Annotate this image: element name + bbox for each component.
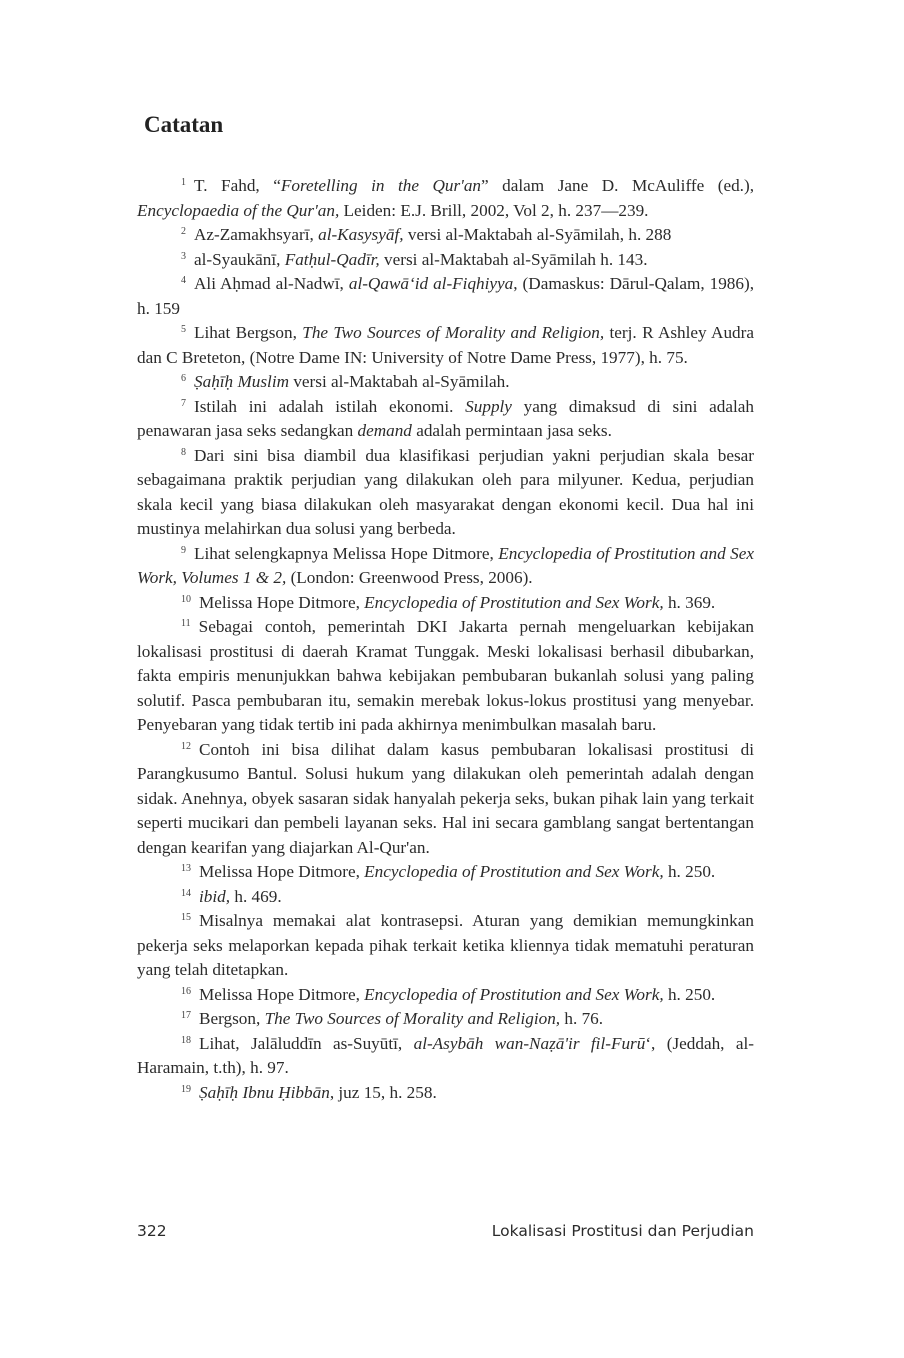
endnote-text: T. Fahd, “Foretelling in the Qur'an” dalam Jane D. McAuliffe (ed.), Encyclopaedia of the Qur'an, Leiden: E.J. Brill, 2002, Vol 2, h. 237—239. [137, 176, 754, 220]
endnote-17 [137, 1007, 754, 1032]
endnote-number: 16 [181, 985, 191, 997]
endnote-2 [137, 223, 754, 248]
endnote-number: 1 [181, 177, 186, 188]
endnote-text: Misalnya memakai alat kontrasepsi. Aturan yang demikian memungkinkan pekerja seks melaporkan kepada pihak terkait ketika kliennya tidak mematuhi peraturan yang telah ditetapkan. [137, 911, 754, 979]
endnote-text: Ṣaḥīḥ Muslim versi al-Maktabah al-Syāmilah. [194, 372, 510, 391]
endnote-1 [137, 174, 754, 223]
endnote-text: ibid, h. 469. [199, 886, 282, 906]
endnote-3 [137, 248, 754, 273]
endnote-text: Sebagai contoh, pemerintah DKI Jakarta pernah mengeluarkan kebijakan lokalisasi prostitusi di daerah Kramat Tunggak. Meski lokalisasi berhasil dibubarkan, fakta empiris menunjukkan bahwa kebijakan pembubaran bukanlah solusi yang paling solutif. Pasca pembubaran itu, semakin merebak lokus-lokus prostitusi yang menyebar. Penyebaran yang tidak tertib ini pada akhirnya menimbulkan masalah baru. [137, 617, 754, 734]
endnote-text: Melissa Hope Ditmore, Encyclopedia of Prostitution and Sex Work, h. 250. [199, 862, 716, 881]
endnote-text: Lihat selengkapnya Melissa Hope Ditmore, Encyclopedia of Prostitution and Sex Work, Volumes 1 & 2, (London: Greenwood Press, 2006). [137, 543, 754, 587]
endnote-10 [137, 591, 754, 616]
endnote-11 [137, 615, 754, 738]
endnote-text: Az-Zamakhsyarī, al-Kasysyāf, versi al-Maktabah al-Syāmilah, h. 288 [194, 225, 672, 244]
endnote-number: 7 [181, 397, 186, 409]
endnote-number: 4 [181, 275, 186, 286]
endnote-number: 3 [181, 250, 186, 262]
page-heading: Catatan [144, 112, 224, 137]
endnote-number: 11 [181, 618, 191, 629]
endnote-text: Ṣaḥīḥ Ibnu Ḥibbān, juz 15, h. 258. [199, 1082, 437, 1102]
endnote-19 [137, 1081, 754, 1106]
endnote-16 [137, 983, 754, 1008]
running-title: Lokalisasi Prostitusi dan Perjudian [491, 1222, 754, 1240]
endnote-number: 8 [181, 446, 186, 458]
endnote-7 [137, 395, 754, 444]
endnote-6 [137, 370, 754, 395]
endnote-12 [137, 738, 754, 861]
endnote-number: 13 [181, 863, 191, 874]
endnote-number: 2 [181, 226, 186, 237]
endnote-number: 9 [181, 544, 186, 556]
endnote-text: Lihat Bergson, The Two Sources of Morality and Religion, terj. R Ashley Audra dan C Breteton, (Notre Dame IN: University of Notre Dame Press, 1977), h. 75. [137, 323, 754, 367]
endnote-14 [137, 885, 754, 910]
endnote-number: 12 [181, 740, 191, 752]
endnote-number: 15 [181, 912, 191, 923]
endnote-text: Ali Aḥmad al-Nadwī, al-Qawā‘id al-Fiqhiyya, (Damaskus: Dārul-Qalam, 1986), h. 159 [137, 274, 755, 318]
endnote-number: 6 [181, 373, 186, 384]
endnote-text: Dari sini bisa diambil dua klasifikasi perjudian yakni perjudian skala besar sebagaimana praktik perjudian yang dilakukan oleh para milyuner. Kedua, perjudian skala kecil yang biasa dilakukan oleh masyarakat dengan ekonomi kecil. Dua hal ini mustinya melahirkan dua solusi yang berbeda. [137, 445, 754, 538]
endnote-5 [137, 321, 754, 370]
endnote-number: 10 [181, 593, 191, 605]
endnote-text: Istilah ini adalah istilah ekonomi. Supply yang dimaksud di sini adalah penawaran jasa seks sedangkan demand adalah permintaan jasa seks. [137, 396, 754, 440]
endnote-9 [137, 542, 754, 591]
endnote-text: Melissa Hope Ditmore, Encyclopedia of Prostitution and Sex Work, h. 369. [199, 592, 716, 612]
endnote-text: Contoh ini bisa dilihat dalam kasus pembubaran lokalisasi prostitusi di Parangkusumo Bantul. Solusi hukum yang dilakukan oleh pemerintah adalah dengan sidak. Anehnya, obyek sasaran sidak hanyalah pekerja seks, bukan pihak lain yang terkait seperti mucikari dan pembeli layanan seks. Hal ini secara gamblang sangat bertentangan dengan kearifan yang diajarkan Al-Qur'an. [137, 739, 754, 857]
endnote-number: 5 [181, 324, 186, 335]
endnote-number: 19 [181, 1083, 191, 1095]
endnote-8 [137, 444, 754, 542]
endnote-text: Melissa Hope Ditmore, Encyclopedia of Prostitution and Sex Work, h. 250. [199, 984, 716, 1004]
endnote-15 [137, 909, 754, 983]
endnote-18 [137, 1032, 754, 1081]
endnotes-list [137, 174, 754, 1105]
endnote-number: 18 [181, 1034, 191, 1046]
endnote-text: al-Syaukānī, Fatḥul-Qadīr, versi al-Maktabah al-Syāmilah h. 143. [194, 249, 648, 269]
endnote-text: Lihat, Jalāluddīn as-Suyūtī, al-Asybāh wan-Naẓā'ir fil-Furū‘, (Jeddah, al-Haramain, t.th), h. 97. [137, 1033, 754, 1077]
endnote-number: 14 [181, 887, 191, 899]
endnote-text: Bergson, The Two Sources of Morality and Religion, h. 76. [199, 1009, 604, 1028]
endnote-4 [137, 272, 754, 321]
endnote-number: 17 [181, 1010, 191, 1021]
page-number: 322 [137, 1222, 167, 1240]
endnote-13 [137, 860, 754, 885]
